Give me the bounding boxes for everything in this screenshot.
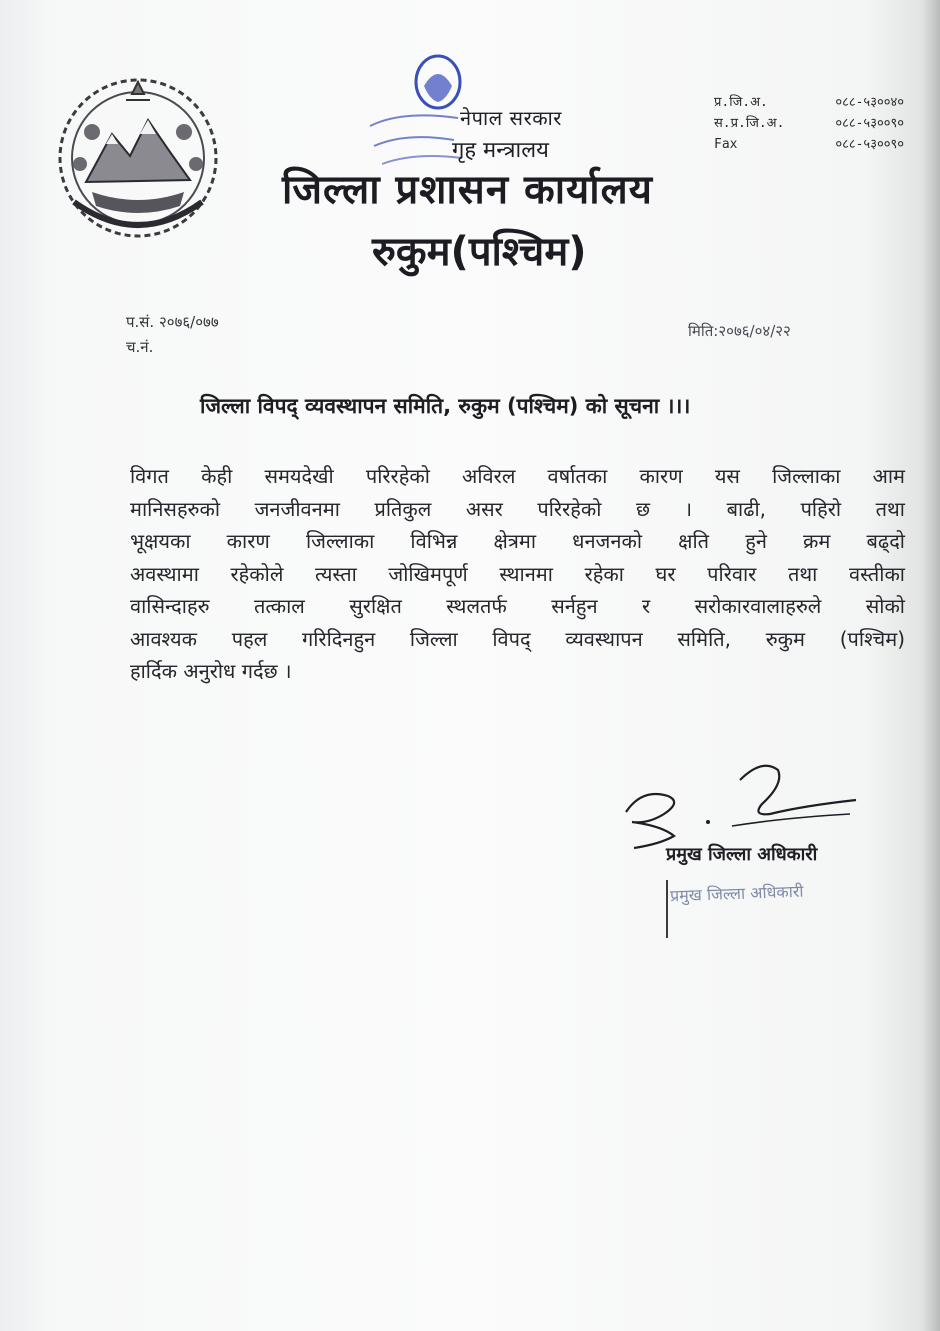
- body-line: आवश्यक पहल गरिदिनहुन जिल्ला विपद् व्यवस्थापन समिति, रुकुम (पश्चिम): [130, 626, 905, 651]
- contact-row-acdo: [714, 113, 904, 134]
- body-line: मानिसहरुको जनजीवनमा प्रतिकुल असर परिरहेको छ । बाढी, पहिरो तथा: [130, 496, 905, 521]
- nepal-emblem-icon: [52, 72, 224, 244]
- ministry-name: गृह मन्त्रालय: [452, 138, 549, 163]
- contact-block: [714, 92, 904, 155]
- notice-subject: जिल्ला विपद् व्यवस्थापन समिति, रुकुम (पश्चिम) को सूचना ।।।: [200, 394, 691, 418]
- signatory-stamp: प्रमुख जिल्ला अधिकारी: [669, 881, 804, 906]
- contact-row-fax: [714, 134, 904, 155]
- notice-body: [130, 460, 905, 688]
- letter-number: प.सं. २०७६/०७७: [126, 313, 219, 331]
- body-line: वासिन्दाहरु तत्काल सुरक्षित स्थलतर्फ सर्नहुन र सरोकारवालाहरुले सोको: [130, 594, 905, 618]
- contact-label: Fax: [714, 137, 738, 152]
- office-title: जिल्ला प्रशासन कार्यालय: [282, 167, 653, 213]
- body-line: अवस्थामा रहेकोले त्यस्ता जोखिमपूर्ण स्थानमा रहेका घर परिवार तथा वस्तीका: [130, 561, 905, 586]
- contact-value: ०८८-५३००९०: [835, 116, 904, 131]
- district-title: रुकुम(पश्चिम): [372, 229, 587, 275]
- page-edge-shadow: [922, 0, 940, 1331]
- contact-value: ०८८-५३००९०: [835, 137, 904, 152]
- contact-label: प्र.जि.अ.: [714, 95, 768, 110]
- signatory-title: प्रमुख जिल्ला अधिकारी: [666, 844, 818, 865]
- body-line: विगत केही समयदेखी परिरहेको अविरल वर्षातका कारण यस जिल्लाका आम: [130, 464, 905, 488]
- letter-date: मिति:२०७६/०४/२२: [688, 322, 791, 340]
- government-name: नेपाल सरकार: [460, 106, 562, 130]
- reference-block: [126, 310, 219, 360]
- contact-label: स.प्र.जि.अ.: [714, 116, 785, 131]
- contact-row-cdo: [714, 92, 904, 113]
- dispatch-number: च.नं.: [126, 338, 154, 356]
- contact-value: ०८८-५३००४०: [835, 95, 904, 110]
- body-line: हार्दिक अनुरोध गर्दछ ।: [130, 659, 292, 683]
- body-line: भूक्षयका कारण जिल्लाका विभिन्न क्षेत्रमा धनजनको क्षति हुने क्रम बढ्दो: [130, 529, 905, 553]
- stamp-bar: [666, 880, 668, 938]
